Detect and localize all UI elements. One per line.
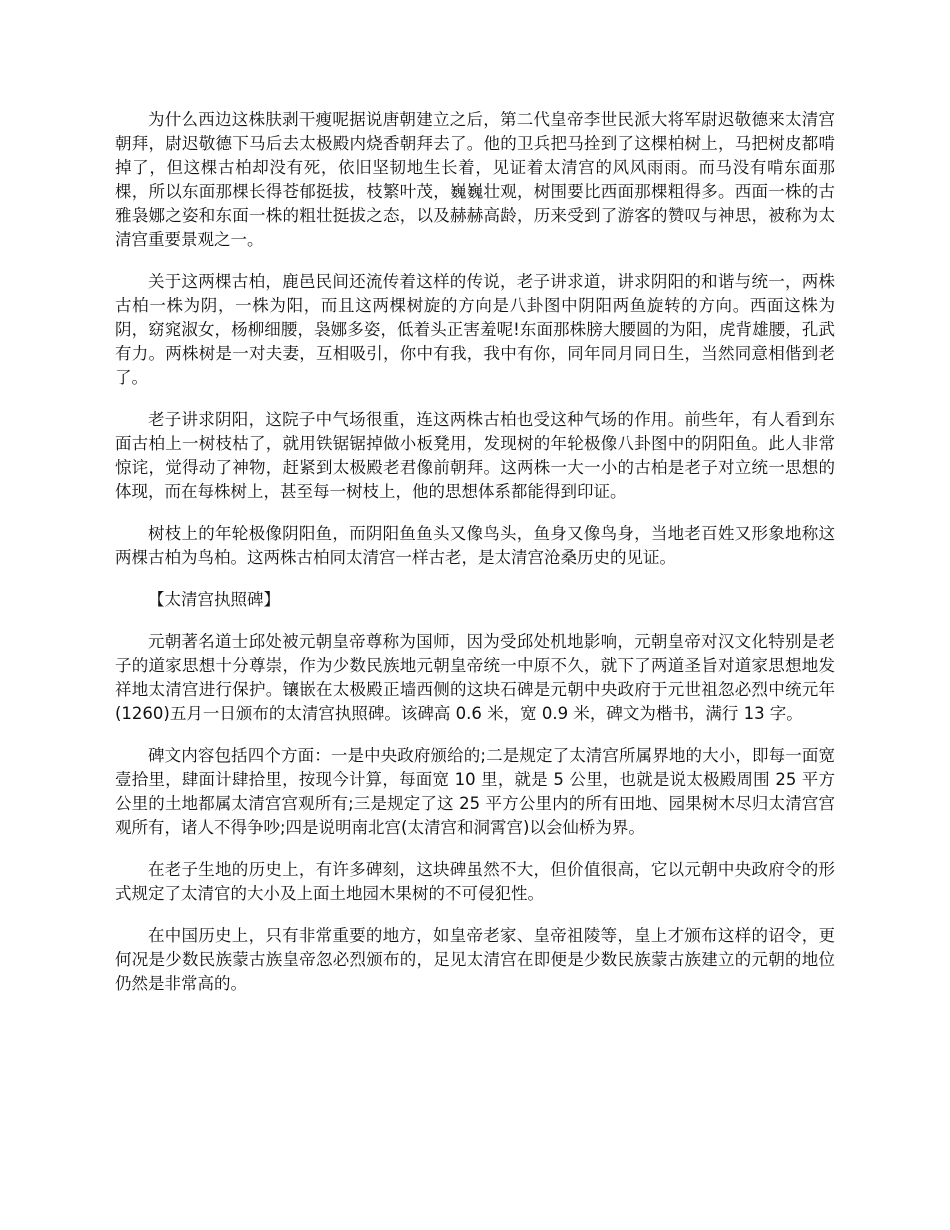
paragraph-3: 老子讲求阴阳，这院子中气场很重，连这两株古柏也受这种气场的作用。前些年，有人看到东面古柏上一树枝枯了，就用铁锯锯掉做小板凳用，发现树的年轮极像八卦图中的阴阳鱼。此人非常惊诧，觉得动了神物，赶紧到太极殿老君像前朝拜。这两株一大一小的古柏是老子对立统一思想的体现，而在每株树上，甚至每一树枝上，他的思想体系都能得到印证。 — [115, 410, 835, 501]
section-heading: 【太清宫执照碑】 — [148, 590, 280, 609]
paragraph-8: 在中国历史上，只有非常重要的地方，如皇帝老家、皇帝祖陵等，皇上才颁布这样的诏令，更何况是少数民族蒙古族皇帝忽必烈颁布的，足见太清宫在即便是少数民族蒙古族建立的元朝的地位仍然是非常高的。 — [115, 926, 835, 993]
paragraph-7: 在老子生地的历史上，有许多碑刻，这块碑虽然不大，但价值很高，它以元朝中央政府令的形式规定了太清官的大小及上面土地园木果树的不可侵犯性。 — [115, 860, 835, 903]
paragraph-4: 树枝上的年轮极像阴阳鱼，而阴阳鱼鱼头又像鸟头，鱼身又像鸟身，当地老百姓又形象地称这两棵古柏为鸟柏。这两株古柏同太清宫一样古老，是太清宫沧桑历史的见证。 — [115, 524, 835, 567]
document-body — [115, 108, 835, 1014]
paragraph-6: 碑文内容包括四个方面：一是中央政府颁给的;二是规定了太清宫所属界地的大小，即每一面宽壹拾里，肆面计肆拾里，按现今计算，每面宽 10 里，就是 5 公里，也就是说太极殿周围 25 平方公里的土地都属太清宫宫观所有;三是规定了这 25 平方公里内的所有田地、园果树木尽归太清宫宫观所有，诸人不得争吵;四是说明南北宫(太清宫和洞霄宫)以会仙桥为界。 — [115, 746, 835, 837]
paragraph-2: 关于这两棵古柏，鹿邑民间还流传着这样的传说，老子讲求道，讲求阴阳的和谐与统一，两株古柏一株为阴，一株为阳，而且这两棵树旋的方向是八卦图中阴阳两鱼旋转的方向。西面这株为阴，窈窕淑女，杨柳细腰，袅娜多姿，低着头正害羞呢!东面那株膀大腰圆的为阳，虎背雄腰，孔武有力。两株树是一对夫妻，互相吸引，你中有我，我中有你，同年同月同日生，当然同意相偕到老了。 — [115, 272, 835, 387]
paragraph-5: 元朝著名道士邱处被元朝皇帝尊称为国师，因为受邱处机地影响，元朝皇帝对汉文化特别是老子的道家思想十分尊崇，作为少数民族地元朝皇帝统一中原不久，就下了两道圣旨对道家思想地发祥地太清宫进行保护。镶嵌在太极殿正墙西侧的这块石碑是元朝中央政府于元世祖忽必烈中统元年(1260)五月一日颁布的太清宫执照碑。该碑高 0.6 米，宽 0.9 米，碑文为楷书，满行 13 字。 — [115, 632, 835, 723]
paragraph-1: 为什么西边这株肤剥干瘦呢据说唐朝建立之后，第二代皇帝李世民派大将军尉迟敬德来太清宫朝拜，尉迟敬德下马后去太极殿内烧香朝拜去了。他的卫兵把马拴到了这棵柏树上，马把树皮都啃掉了，但这棵古柏却没有死，依旧坚韧地生长着，见证着太清宫的风风雨雨。而马没有啃东面那棵，所以东面那棵长得苍郁挺拔，枝繁叶茂，巍巍壮观，树围要比西面那棵粗得多。西面一株的古雅袅娜之姿和东面一株的粗壮挺拔之态，以及赫赫高龄，历来受到了游客的赞叹与神思，被称为太清宫重要景观之一。 — [115, 110, 835, 249]
